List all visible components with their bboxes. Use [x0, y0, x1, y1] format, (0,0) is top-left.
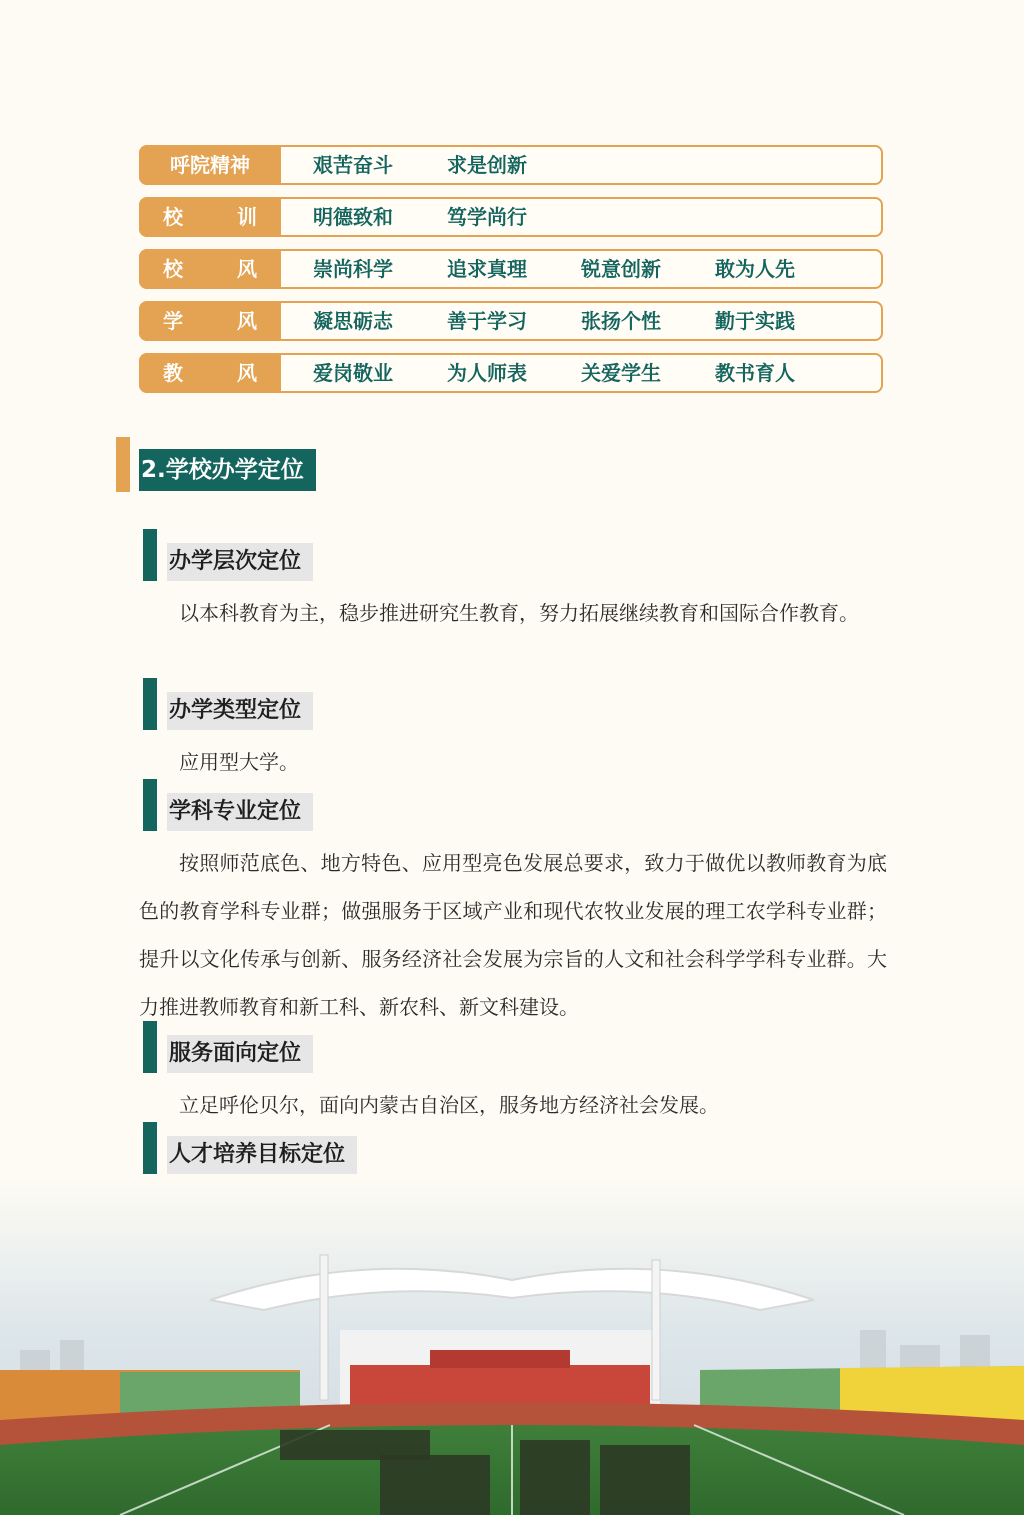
heading-accent-bar — [143, 1122, 157, 1174]
heading-label: 办学层次定位 — [167, 543, 313, 581]
motto-item: 追求真理 — [447, 257, 527, 281]
motto-label — [139, 145, 281, 185]
motto-label — [139, 301, 281, 341]
motto-item: 明德致和 — [313, 205, 393, 229]
motto-row-motto — [139, 197, 883, 237]
heading-label: 人才培养目标定位 — [167, 1136, 357, 1174]
section-accent-bar — [116, 437, 130, 492]
motto-item: 为人师表 — [447, 361, 527, 385]
motto-label-text: 呼院精神 — [170, 153, 250, 177]
motto-label — [139, 249, 281, 289]
motto-row-school-ethos — [139, 249, 883, 289]
heading-accent-bar — [143, 529, 157, 581]
motto-label-text: 教 风 — [163, 361, 257, 385]
motto-row-study-ethos — [139, 301, 883, 341]
motto-item: 爱岗敬业 — [313, 361, 393, 385]
motto-label — [139, 353, 281, 393]
heading-accent-bar — [143, 678, 157, 730]
motto-item: 凝思砺志 — [313, 309, 393, 333]
paragraph: 应用型大学。 — [179, 750, 299, 774]
section-title: 2.学校办学定位 — [139, 449, 316, 491]
heading-accent-bar — [143, 1021, 157, 1073]
paragraph: 按照师范底色、地方特色、应用型亮色发展总要求，致力于做优以教师教育为底色的教育学科专业群；做强服务于区域产业和现代农牧业发展的理工农学科专业群；提升以文化传承与创新、服务经济社会发展为宗旨的人文和社会科学学科专业群。大力推进教师教育和新工科、新农科、新文科建设。 — [139, 851, 887, 1019]
motto-item: 教书育人 — [715, 361, 795, 385]
motto-label-text: 校 风 — [163, 257, 257, 281]
motto-row-teaching-ethos — [139, 353, 883, 393]
heading-label: 服务面向定位 — [167, 1035, 313, 1073]
heading-accent-bar — [143, 779, 157, 831]
motto-item: 崇尚科学 — [313, 257, 393, 281]
stadium-illustration — [0, 1180, 1024, 1515]
heading-label: 办学类型定位 — [167, 692, 313, 730]
motto-label-text: 学 风 — [163, 309, 257, 333]
motto-item: 关爱学生 — [581, 361, 661, 385]
paragraph: 立足呼伦贝尔，面向内蒙古自治区，服务地方经济社会发展。 — [179, 1093, 719, 1117]
motto-item: 锐意创新 — [581, 257, 661, 281]
motto-item: 笃学尚行 — [447, 205, 527, 229]
motto-item: 艰苦奋斗 — [313, 153, 393, 177]
motto-row-spirit — [139, 145, 883, 185]
stadium-photo — [0, 1180, 1024, 1515]
motto-item: 求是创新 — [447, 153, 527, 177]
motto-item: 张扬个性 — [581, 309, 661, 333]
paragraph: 以本科教育为主，稳步推进研究生教育，努力拓展继续教育和国际合作教育。 — [179, 601, 859, 625]
motto-item: 善于学习 — [447, 309, 527, 333]
motto-label-text: 校 训 — [163, 205, 257, 229]
heading-label: 学科专业定位 — [167, 793, 313, 831]
motto-label — [139, 197, 281, 237]
motto-item: 勤于实践 — [715, 309, 795, 333]
motto-item: 敢为人先 — [715, 257, 795, 281]
